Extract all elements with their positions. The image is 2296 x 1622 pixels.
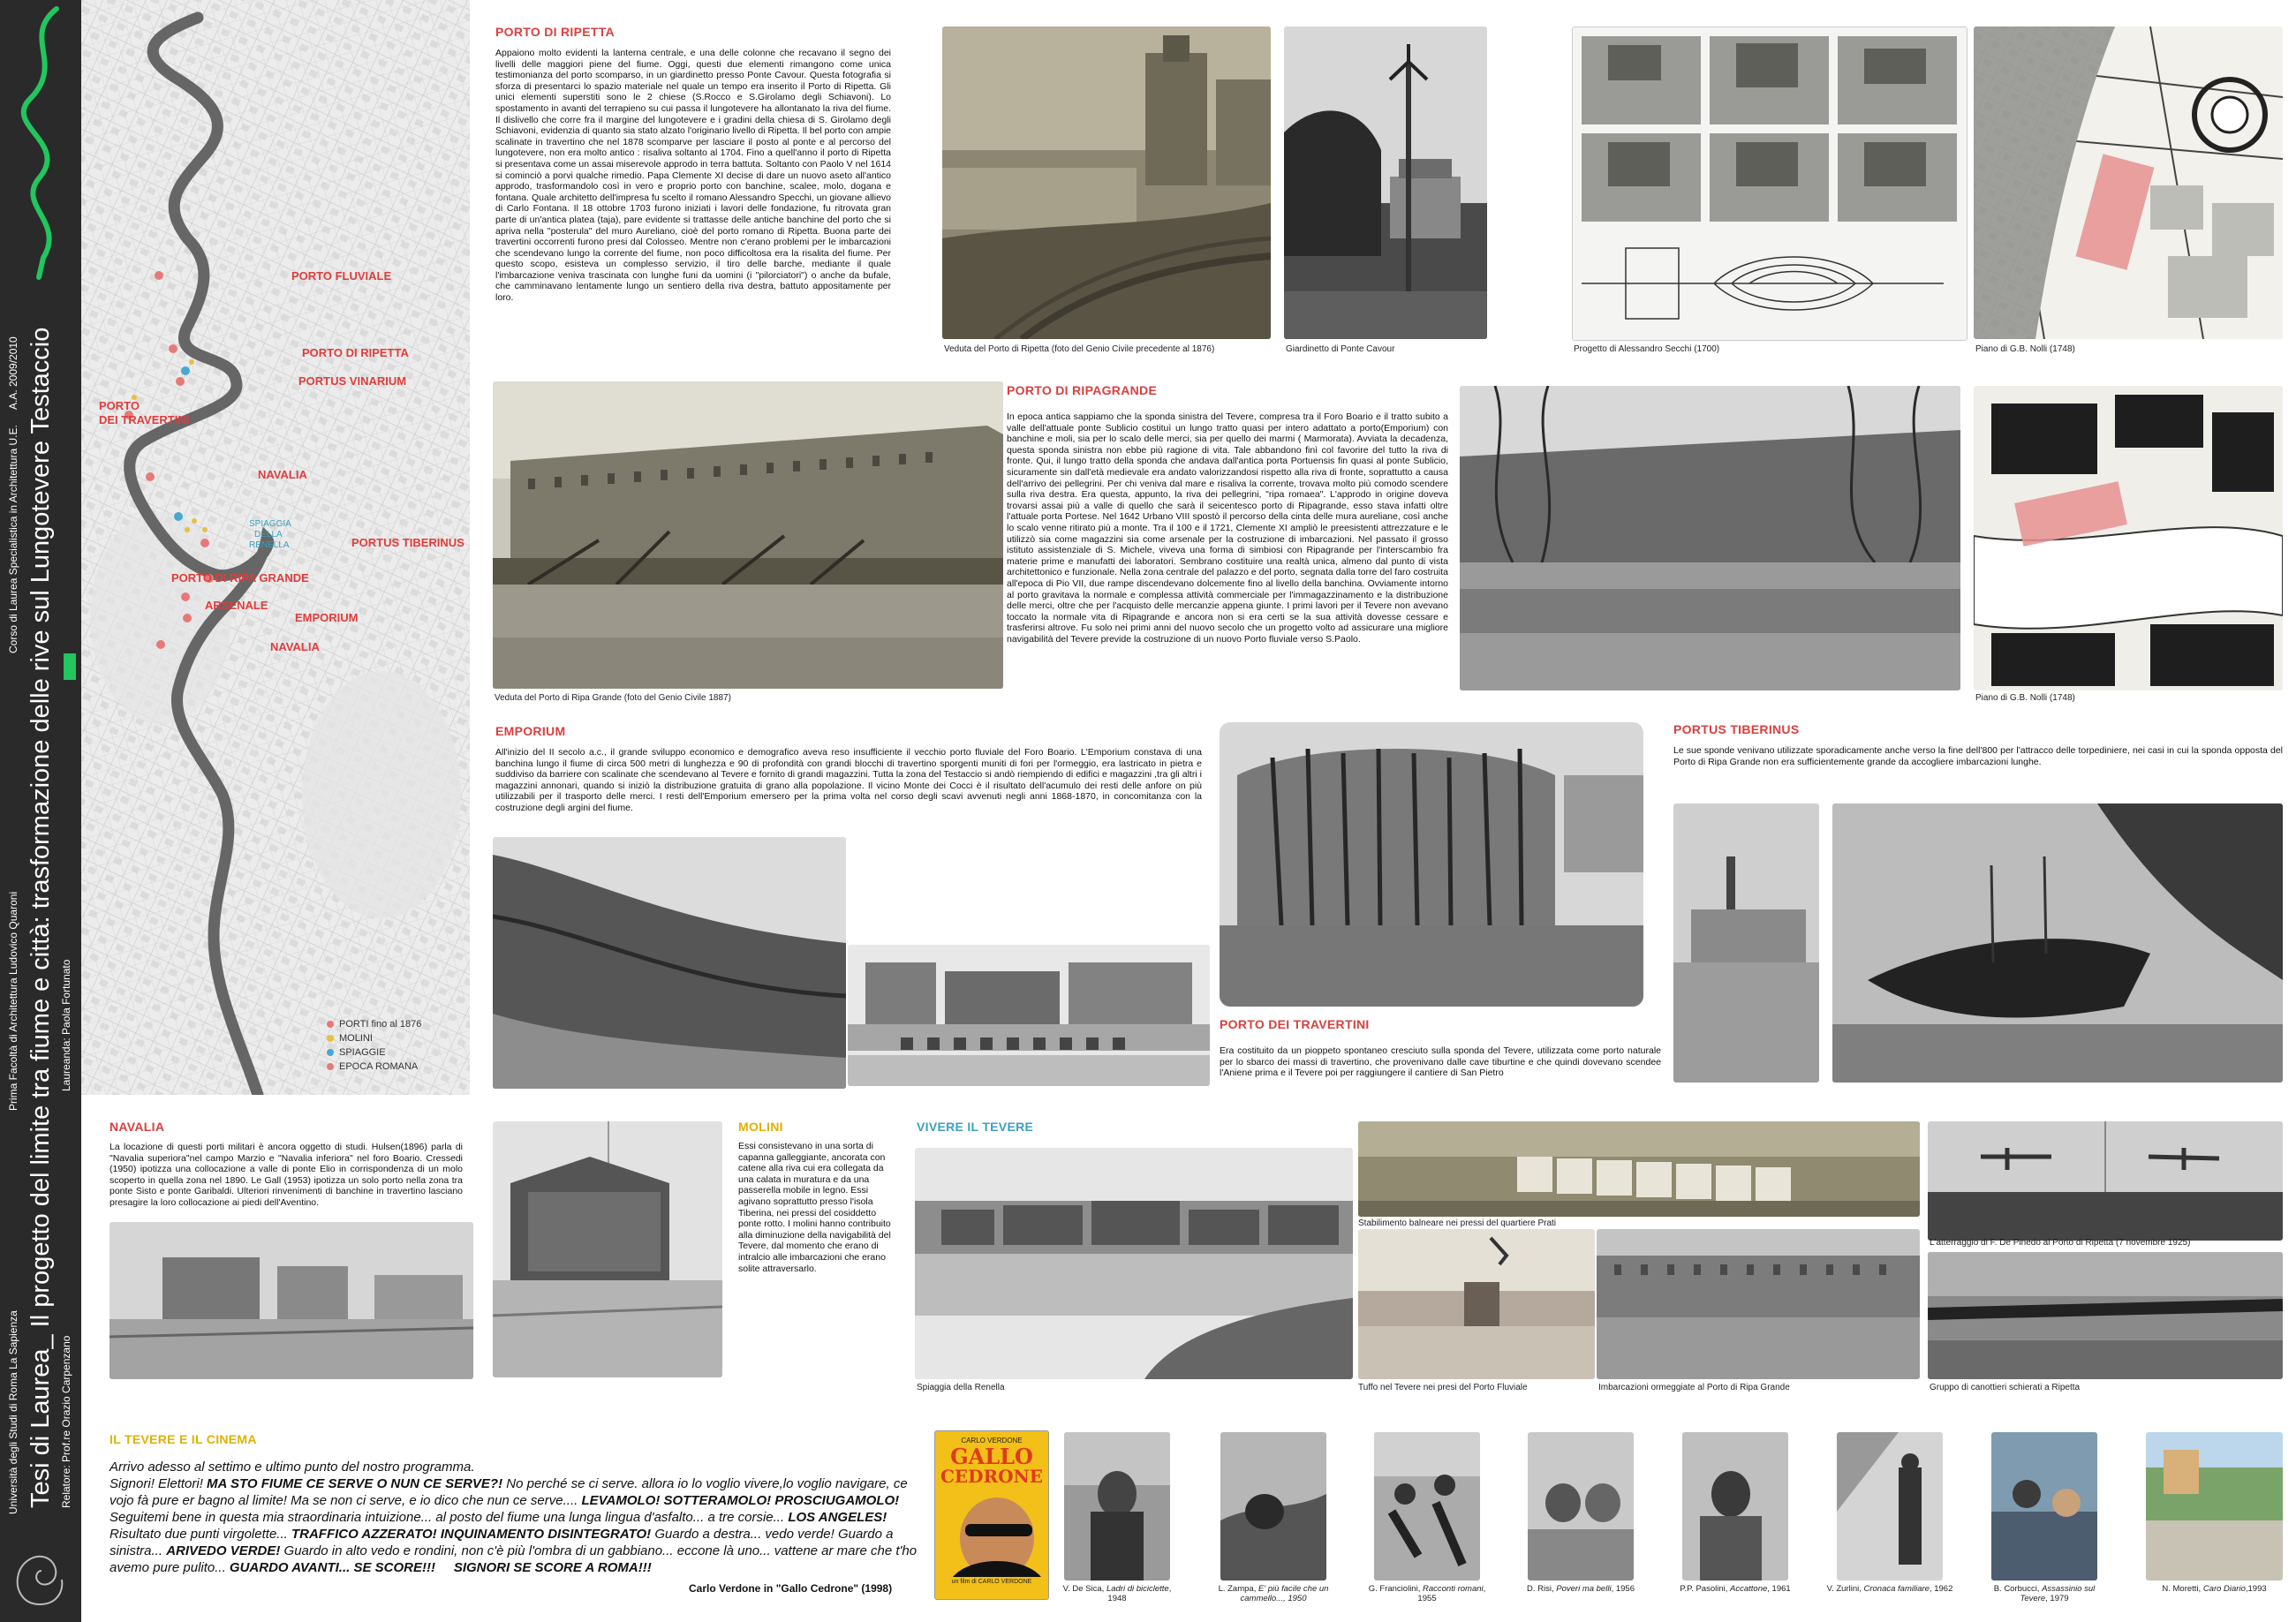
- legend-item: EPOCA ROMANA: [327, 1061, 421, 1075]
- film-caption-8: N. Moretti, Caro Diario,1993: [2162, 1584, 2267, 1594]
- film-still-3: [1374, 1432, 1480, 1581]
- film-still-6: [1837, 1432, 1943, 1581]
- photo-veduta-ripa-grande: [493, 381, 1003, 689]
- photo-giardinetto: [1284, 26, 1487, 339]
- poster-gallo-cedrone: CARLO VERDONE GALLO CEDRONE un film di CARLO VERDONE: [934, 1430, 1049, 1600]
- film-caption-7: B. Corbucci, Assassinio sul Tevere, 1979: [1993, 1584, 2096, 1603]
- laureanda-label: Laureanda: Paola Fortunato: [60, 959, 72, 1091]
- heading-travertini: PORTO DEI TRAVERTINI: [1220, 1017, 1370, 1031]
- map-label-portus-tiberinus: PORTUS TIBERINUS: [351, 536, 464, 549]
- photo-stabilimento: [1358, 1121, 1920, 1217]
- photo-tuffo: [1358, 1229, 1595, 1379]
- film-caption-3: G. Franciolini, Racconti romani, 1955: [1368, 1584, 1486, 1603]
- photo-renella: [915, 1148, 1353, 1379]
- caption-tuffo: Tuffo nel Tevere nei presi del Porto Fluviale: [1358, 1383, 1528, 1392]
- photo-veduta-ripetta: [942, 26, 1271, 339]
- photo-atterraggio: [1928, 1121, 2283, 1241]
- map-label-porto-ripa-grande: PORTO DI RIPA GRANDE: [171, 571, 309, 585]
- map-label-spiaggia-3: RENELLA: [249, 540, 290, 550]
- progress-marker: [64, 653, 76, 680]
- caption-veduta-ripa-grande: Veduta del Porto di Ripa Grande (foto del Genio Civile 1887): [495, 693, 731, 703]
- heading-ripagrande: PORTO DI RIPAGRANDE: [1007, 383, 1158, 397]
- rome-map: [81, 0, 470, 1095]
- map-label-porto-travertini-2: DEI TRAVERTINI: [99, 413, 190, 426]
- film-caption-1: V. De Sica, Ladri di biciclette, 1948: [1062, 1584, 1172, 1603]
- text-ripagrande: In epoca antica sappiamo che la sponda sinistra del Tevere, compresa tra il Foro Boario e il tratto subito a valle dell'attuale ponte Sublicio costituì un lungo tratto quasi per intero adattato a porto(Emporium) con banchine e moli, sia per lo scalo delle merci, sia per quello dei marmi ( Marmorata). Avviata la decadenza, questa sponda sinistra non ebbe più ragione di vita. Tale abbandono finì col favorire del tutto la riva di fronte. Qui, il lungo tratto della sponda che andava dall'antica porta Portuensis fin quasi al ponte Sublicio, sicuramente sin dall'età medievale era andato valorizzandosi rispetto alla riva di fronte, soprattutto a causa dell'arrivo dei pellegrini. Per chi veniva dal mare e risaliva la corrente, trovava molto più comodo scendere sulla riva destra. Era questa, appunto, la riva dei pellegrini, "ripa romaea". L'approdo in origine doveva trovarsi assai più a valle di quello che sarà il seicentesco porto di Ripagrande, esso stava infatti oltre l'attuale porta Portese. Nel 1642 Urbano VIII spostò il percorso della cinta delle mura aureliane, così anche lo scalo venne ritirato più a monte. Tra il 100 e il 1721, Clemente XI ampliò le preesistenti attrezzature e le utilizzò sia come magazzini sia come arsenale per la costruzione di imbarcazioni. Nel passato il grosso istituto assistenziale di S. Michele, viveva una forma di simbiosi con Ripagrande per l'interscambio fra materie prime e manufatti dei laboratori. Sembrano costituire una realtà unica, almeno dal punto di vista architettonico e funzionale. Nella zona centrale del palazzo e del porto, segnata dalla torre del faro costruita all'epoca di Pio VII, due rampe discendevano dolcemente fino al livello della banchina. Ovviamente intorno al porto gravitava la normale e complessa attività commerciale per l'immagazzinamento e la distribuzione delle merci, oltre che per l'acquisto delle mercanzie appena giunte. I primi lavori per il Tevere non avevano toccato la normale vita di Ripagrande e ancora non si era certi se la sua attività dovesse cessare e trasferirsi altrove. Fu solo nei primi anni del nuovo secolo che un progetto volto ad assicurare una migliore navigabilità del Tevere previde la costruzione di un nuovo Porto fluviale verso S.Paolo.: [1007, 411, 1448, 645]
- text-ripetta: Appaiono molto evidenti la lanterna centrale, e una delle colonne che recavano il segno dei livelli delle maggiori piene del fiume. Oggi, questi due elementi rimangono come unica testimonianza del porto scomparso, in un giardinetto presso Ponte Cavour. Questa fotografia si sforza di presentarci lo spazio materiale nel quale un tempo era inserito il Porto di Ripetta. Gli unici elementi superstiti sono le 2 chiese (S.Rocco e S.Girolamo degli Schiavoni). Lo spostamento in avanti del terrapieno su cui passa il lungotevere ha allontanato la riva del fiume. Il dislivello che corre fra il margine del lungotevere e i gradini della chiesa di S. Girolamo degli Schiavoni, evidenzia di quanto sia stato alzato l'originario livello di Ripetta. Il bel porto con ampie scalinate in travertino che nel 1878 scomparve per lasciare il posto al ponte e al percorso del lungotevere, non era molto antico : risaliva soltanto al 1704. Fino a quell'anno il porto di Ripetta si presentava come un assai miserevole approdo in terra battuta. Soltanto con Paolo V nel 1614 si cominciò a porvi qualche rimedio. Papa Clemente XI decise di dare un nuovo aseto all'antico approdo, trasformandolo così in vero e proprio porto con banchine, scalee, molo, dogana e fontana. Quale architetto dell'impresa fu scelto il romano Alessandro Specchi, un giovane allievo di Carlo Fontana. Il 18 ottobre 1703 furono iniziati i lavori delle fondazione, fu ritrovata gran parte di un'antica platea (taja), pare evidente si trattasse delle antiche banchine del porto che si apriva nella "posterula" del muro Aureliano, cioè del porto romano di Ripetta. Buona parte dei travertini occorrenti furono presi dal Colosseo. Mentre non c'erano problemi per le imbarcazioni che scendevano lungo la corrente del fiume, non poco difficoltosa era la risalita del fiume. Per questo scopo, esisteva un complesso servizio, il tiro delle barche, mediante il quale l'imbarcazione veniva trascinata con lunghe funi da uomini (i "pilorciatori") o anche da bufale, che camminavano lentamente lungo un sentiero della riva destra, battuto appositamente per loro.: [495, 48, 891, 304]
- map-label-spiaggia-1: SPIAGGIA: [249, 519, 291, 529]
- film-caption-6: V. Zurlini, Cronaca familiare, 1962: [1826, 1584, 1953, 1594]
- caption-stabilimento: Stabilimento balneare nei pressi del quartiere Prati: [1358, 1218, 1557, 1228]
- year-label: A.A. 2009/2010: [7, 336, 19, 410]
- map-legend: [327, 1019, 421, 1075]
- map-label-navalia: NAVALIA: [258, 468, 307, 481]
- film-still-8: [2146, 1432, 2283, 1581]
- heading-cinema: IL TEVERE E IL CINEMA: [110, 1432, 257, 1446]
- photo-emporium-2: [848, 945, 1210, 1086]
- heading-molini: MOLINI: [738, 1120, 783, 1134]
- legend-dot-icon: [327, 1021, 334, 1028]
- map-label-porto-ripetta: PORTO DI RIPETTA: [302, 346, 409, 359]
- film-caption-2: L. Zampa, E' più facile che un cammello..., 1950: [1218, 1584, 1329, 1603]
- text-molini: Essi consistevano in una sorta di capanna galleggiante, ancorata con catene alla riva cui era collegata da una calata in muratura e da una passerella mobile in legno. Essi agivano soprattutto presso l'isola Tiberina, nei pressi del cosiddetto ponte rotto. I molini hanno contribuito alla diminuzione della navigabilità del Tevere, dal momento che erano di intralcio alle imbarcazioni che erano solite attraversarlo.: [738, 1141, 891, 1274]
- river-logo-icon: [4, 2, 78, 283]
- legend-item: MOLINI: [327, 1033, 421, 1047]
- side-band: [0, 0, 81, 1622]
- caption-renella: Spiaggia della Renella: [917, 1383, 1005, 1392]
- poster-portrait: [935, 1485, 1048, 1577]
- film-caption-5: P.P. Pasolini, Accattone, 1961: [1680, 1584, 1791, 1594]
- photo-ripa-grande-2: [1460, 386, 1960, 690]
- film-still-2: [1220, 1432, 1326, 1581]
- caption-giardinetto: Giardinetto di Ponte Cavour: [1286, 344, 1395, 354]
- photo-canottieri: [1928, 1252, 2283, 1379]
- photo-nolli-ripetta: [1974, 26, 2283, 339]
- map-label-arsenale: ARSENALE: [205, 599, 268, 612]
- caption-atterraggio: L'atterraggio di F. De Pinedo al Porto di Ripetta (7 novembre 1925): [1930, 1238, 2191, 1248]
- heading-vivere: VIVERE IL TEVERE: [917, 1120, 1034, 1134]
- photo-progetto-secchi: [1572, 26, 1967, 341]
- legend-dot-icon: [327, 1049, 334, 1056]
- photo-travertini: [1220, 722, 1643, 1007]
- film-still-7: [1991, 1432, 2097, 1581]
- thesis-title: Tesi di Laurea_ Il progetto del limite tra fiume e città: trasformazione delle rive sul Lungotevere Testaccio: [26, 327, 55, 1508]
- map-label-navalia-2: NAVALIA: [270, 640, 320, 653]
- film-still-1: [1064, 1432, 1170, 1581]
- legend-item: SPIAGGIE: [327, 1047, 421, 1061]
- map-label-portus-vinarium: PORTUS VINARIUM: [298, 374, 407, 388]
- film-still-5: [1682, 1432, 1788, 1581]
- cinema-quote: Arrivo adesso al settimo e ultimo punto del nostro programma. Signori! Elettori! MA STO FIUME CE SERVE O NUN CE SERVE?! No perché se ci serve. allora io lo voglio vivere,lo voglio navigare, ce vojo fà pure er bagno al limite! Ma se non ci serve, e io dico che nun ce serve.... LEVAMOLO! SOTTERAMOLO! PROSCIUGAMOLO! Seguitemi bene in questa mia straordinaria intuizione... al posto del fiume una lunga lingua d'asfalto... a tre corsie... LOS ANGELES! Risultato due punti virgolette... TRAFFICO AZZERATO! INQUINAMENTO DISINTEGRATO! Guardo a destra... vedo verde! Guardo a sinistra... ARIVEDO VERDE! Guardo in alto vedo e rondini, non c'è più l'ombra di un gabbiano... eccone là uno... vattene ar mare che t'ho avemo pure pulito... GUARDO AVANTI... SE SCORE!!! SIGNORI SE SCORE A ROMA!!!: [110, 1460, 918, 1575]
- map-label-porto-fluviale: PORTO FLUVIALE: [291, 269, 392, 283]
- photo-emporium-1: [493, 837, 846, 1089]
- university-label: Università degli Studi di Roma La Sapienza: [7, 1310, 19, 1514]
- heading-ripetta: PORTO DI RIPETTA: [495, 25, 615, 39]
- photo-molini: [493, 1121, 722, 1377]
- photo-tiberinus-2: [1832, 803, 2283, 1083]
- caption-imbarcazioni: Imbarcazioni ormeggiate al Porto di Ripa Grande: [1598, 1383, 1790, 1392]
- map-label-emporium: EMPORIUM: [295, 611, 359, 624]
- heading-navalia: NAVALIA: [110, 1120, 165, 1134]
- text-tiberinus: Le sue sponde venivano utilizzate sporadicamente anche verso la fine dell'800 per l'attracco delle torpediniere, nei casi in cui la sponda opposta del Porto di Ripa Grande non era sufficientemente grande da accogliere imbarcazioni lunghe.: [1673, 745, 2283, 767]
- caption-nolli-ripetta: Piano di G.B. Nolli (1748): [1975, 344, 2075, 354]
- legend-dot-icon: [327, 1063, 334, 1070]
- film-still-4: [1528, 1432, 1634, 1581]
- caption-progetto: Progetto di Alessandro Secchi (1700): [1574, 344, 1720, 354]
- caption-veduta-ripetta: Veduta del Porto di Ripetta (foto del Genio Civile precedente al 1876): [944, 344, 1215, 354]
- cinema-attribution: Carlo Verdone in "Gallo Cedrone" (1998): [689, 1582, 893, 1595]
- text-emporium: All'inizio del II secolo a.c., il grande sviluppo economico e demografico aveva reso insufficiente il vecchio porto fluviale del Foro Boario. L'Emporium constava di una banchina lungo il fiume di circa 500 metri di lunghezza e 90 di profondità con grandi blocchi di travertino sporgenti muniti di fori per l'ormeggio, era lastricato in pietra e suddiviso da barriere con scalinate che scendevano al Tevere e fornito di grandi magazzini. Tutta la zona del Testaccio si andò riempiendo di edifici e magazzini ,tra gli altri i magazzini annonari, quando si iniziò la distribuzione gratuita di grano alla popolazione. Il vicino Monte dei Cocci è il risultato dell'acumulo dei resti delle anfore on più utilizzabili per il trasporto delle merci. I resti dell'Emporium emersero per la prima volta nel corso degli scavi avvenuti negli anni 1868-1870, in concomitanza con la costruzione degli argini del fiume.: [495, 747, 1202, 813]
- course-label: Corso di Laurea Specialistica in Architettura U.E.: [7, 425, 19, 653]
- photo-imbarcazioni: [1597, 1229, 1920, 1379]
- legend-dot-icon: [327, 1035, 334, 1042]
- text-navalia: La locazione di questi porti militari è ancora oggetto di studi. Hulsen(1896) parla di "Navalia superiora"nel campo Marzio e "Navalia inferiora" nel foro Boario. Cressedi (1950) ipotizza una collocazione a valle di ponte Elio in corrispondenza di un molo scoperto in quella zona nel 1890. Le Gall (1953) ipotizza un solo porto nella zona tra ponte Sisto e ponte Garibaldi. Ulteriori rinvenimenti di banchine in travertino lasciano presagire la loro collocazione ai piedi dell'Aventino.: [110, 1142, 463, 1208]
- nautilus-logo-icon: [12, 1541, 67, 1611]
- heading-emporium: EMPORIUM: [495, 724, 566, 738]
- text-travertini: Era costituito da un pioppeto spontaneo cresciuto sulla sponda del Tevere, utilizzata come porto naturale per lo sbarco dei massi di travertino, che provenivano dalle cave tiburtine e che quindi dovevano scendee l'Aniene prima e il Tevere poi per raggiungere il cantiere di San Pietro: [1220, 1045, 1661, 1079]
- caption-nolli-ripa-grande: Piano di G.B. Nolli (1748): [1975, 693, 2075, 703]
- caption-canottieri: Gruppo di canottieri schierati a Ripetta: [1930, 1383, 2081, 1392]
- heading-tiberinus: PORTUS TIBERINUS: [1673, 722, 1800, 736]
- map-label-spiaggia-2: DELLA: [254, 530, 283, 539]
- relatore-label: Relatore: Prof.re Orazio Carpenzano: [60, 1335, 72, 1508]
- photo-nolli-ripa-grande: [1974, 386, 2283, 690]
- photo-tiberinus-1: [1673, 803, 1819, 1083]
- legend-item: PORTI fino al 1876: [327, 1019, 421, 1033]
- photo-navalia: [110, 1222, 473, 1379]
- map-label-porto-travertini-1: PORTO: [99, 399, 140, 412]
- film-caption-4: D. Risi, Poveri ma belli, 1956: [1527, 1584, 1635, 1594]
- faculty-label: Prima Facoltà di Architettura Ludovico Quaroni: [7, 891, 19, 1111]
